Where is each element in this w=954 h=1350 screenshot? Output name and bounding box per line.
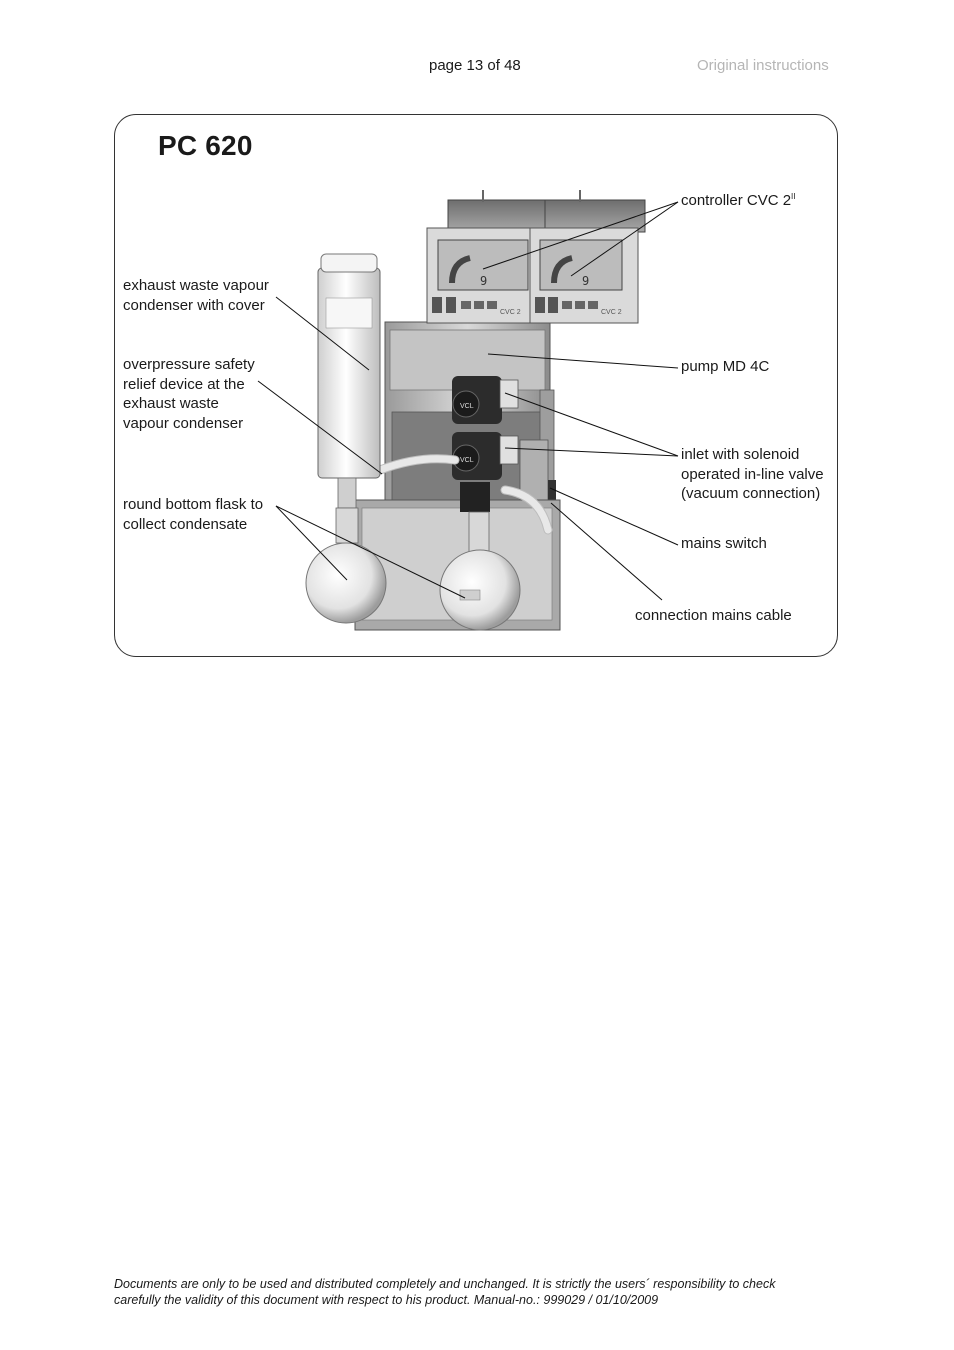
page-number: page 13 of 48 [429, 57, 521, 74]
figure-title: PC 620 [158, 130, 253, 161]
svg-text:9: 9 [480, 274, 488, 288]
label-mains-cable: connection mains cable [635, 607, 792, 624]
label-mains-switch: mains switch [681, 535, 767, 552]
svg-text:9: 9 [582, 274, 590, 288]
label-inlet-valve: inlet with solenoid operated in-line valve (vacuum connection) [681, 446, 824, 502]
label-round-bottom-flask: round bottom flask to collect condensate [123, 496, 264, 533]
document-type: Original instructions [697, 57, 829, 74]
controller-right [530, 190, 645, 323]
label-overpressure-device: overpressure safety relief device at the exhaust waste vapour condenser [123, 356, 255, 432]
label-exhaust-condenser: exhaust waste vapour condenser with cover [123, 277, 269, 314]
label-pump: pump MD 4C [681, 358, 770, 375]
valve-mark-upper: VCL [460, 403, 474, 410]
controller-logo-left: CVC 2 [500, 309, 521, 316]
label-controller: controller CVC $2^{II}$ [681, 192, 796, 209]
footer-disclaimer: Documents are only to be used and distributed completely and unchanged. It is strictly the users´ responsibility to check carefully the validity of this document with respect to his product. Manual-no.: 999029 / 01/10/2009 [114, 1277, 776, 1307]
valve-mark-lower: VCL [460, 457, 474, 464]
controller-logo-right: CVC 2 [601, 309, 622, 316]
controller-left [427, 190, 545, 323]
exhaust-condenser [318, 254, 380, 508]
